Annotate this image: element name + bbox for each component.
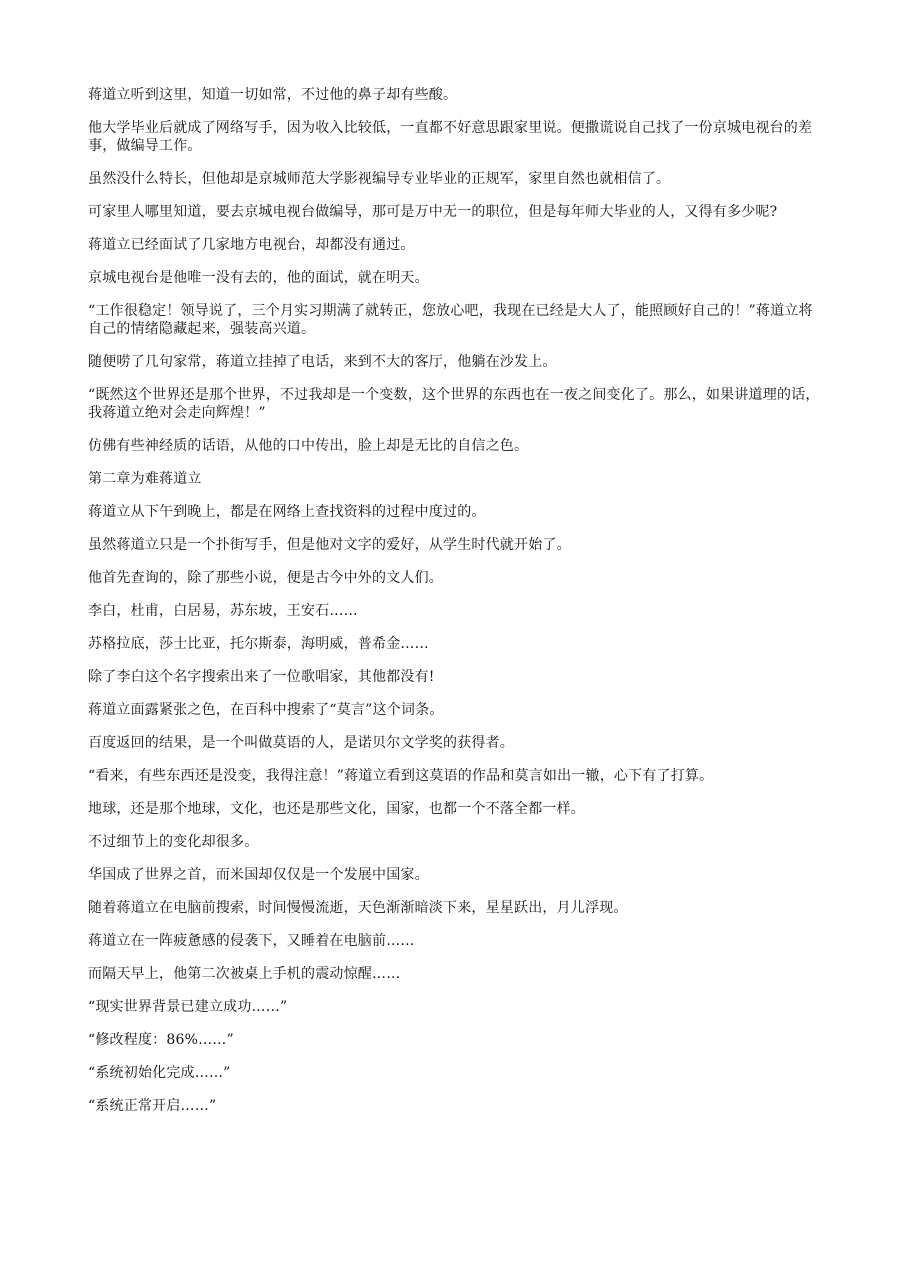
- paragraph-15: 李白，杜甫，白居易，苏东坡，王安石……: [88, 603, 358, 619]
- paragraph-13: 虽然蒋道立只是一个扑街写手，但是他对文字的爱好，从学生时代就开始了。: [88, 537, 571, 553]
- paragraph-8: 随便唠了几句家常，蒋道立挂掉了电话，来到不大的客厅，他躺在沙发上。: [88, 354, 557, 370]
- paragraph-14: 他首先查询的，除了那些小说，便是古今中外的文人们。: [88, 570, 443, 586]
- paragraph-9: “既然这个世界还是那个世界，不过我却是一个变数，这个世界的东西也在一夜之间变化了。那么，如果讲道理的话，我蒋道立绝对会走向辉煌！”: [88, 387, 820, 421]
- paragraph-17: 除了李白这个名字搜索出来了一位歌唱家，其他都没有!: [88, 669, 435, 685]
- paragraph-5: 蒋道立已经面试了几家地方电视台，却都没有通过。: [88, 237, 415, 253]
- paragraph-10: 仿佛有些神经质的话语，从他的口中传出，脸上却是无比的自信之色。: [88, 438, 529, 454]
- paragraph-26: 而隔天早上，他第二次被桌上手机的震动惊醒……: [88, 966, 401, 982]
- paragraph-19: 百度返回的结果，是一个叫做莫语的人，是诺贝尔文学奖的获得者。: [88, 735, 514, 751]
- paragraph-20: “看来，有些东西还是没变，我得注意！”蒋道立看到这莫语的作品和莫言如出一辙，心下有了打算。: [88, 768, 714, 784]
- document-page: [88, 86, 823, 1130]
- paragraph-6: 京城电视台是他唯一没有去的，他的面试，就在明天。: [88, 270, 429, 286]
- paragraph-23: 华国成了世界之首，而米国却仅仅是一个发展中国家。: [88, 867, 429, 883]
- paragraph-22: 不过细节上的变化却很多。: [88, 834, 259, 850]
- paragraph-30: “系统正常开启……”: [88, 1098, 217, 1114]
- paragraph-24: 随着蒋道立在电脑前搜索，时间慢慢流逝，天色渐渐暗淡下来，星星跃出，月儿浮现。: [88, 900, 628, 916]
- paragraph-7: “工作很稳定！领导说了，三个月实习期满了就转正，您放心吧，我现在已经是大人了，能照顾好自己的！”蒋道立将自己的情绪隐藏起来，强装高兴道。: [88, 303, 813, 337]
- paragraph-25: 蒋道立在一阵疲惫感的侵袭下，又睡着在电脑前……: [88, 933, 415, 949]
- paragraph-12: 蒋道立从下午到晚上，都是在网络上查找资料的过程中度过的。: [88, 504, 486, 520]
- paragraph-2: 他大学毕业后就成了网络写手，因为收入比较低，一直都不好意思跟家里说。便撒谎说自己找了一份京城电视台的差事，做编导工作。: [88, 120, 813, 154]
- chapter-heading: 第二章为难蒋道立: [88, 471, 202, 487]
- paragraph-21: 地球，还是那个地球，文化，也还是那些文化，国家，也都一个不落全都一样。: [88, 801, 585, 817]
- paragraph-1: 蒋道立听到这里，知道一切如常，不过他的鼻子却有些酸。: [88, 87, 458, 103]
- paragraph-27: “现实世界背景已建立成功……”: [88, 999, 288, 1015]
- paragraph-29: “系统初始化完成……”: [88, 1065, 231, 1081]
- paragraph-3: 虽然没什么特长，但他却是京城师范大学影视编导专业毕业的正规军，家里自然也就相信了。: [88, 171, 671, 187]
- paragraph-18: 蒋道立面露紧张之色，在百科中搜索了“莫言”这个词条。: [88, 702, 444, 718]
- paragraph-4: 可家里人哪里知道，要去京城电视台做编导，那可是万中无一的职位，但是每年师大毕业的人，又得有多少呢?: [88, 204, 778, 220]
- paragraph-16: 苏格拉底，莎士比亚，托尔斯泰，海明威，普希金……: [88, 636, 429, 652]
- paragraph-28: “修改程度：86%……”: [88, 1032, 234, 1048]
